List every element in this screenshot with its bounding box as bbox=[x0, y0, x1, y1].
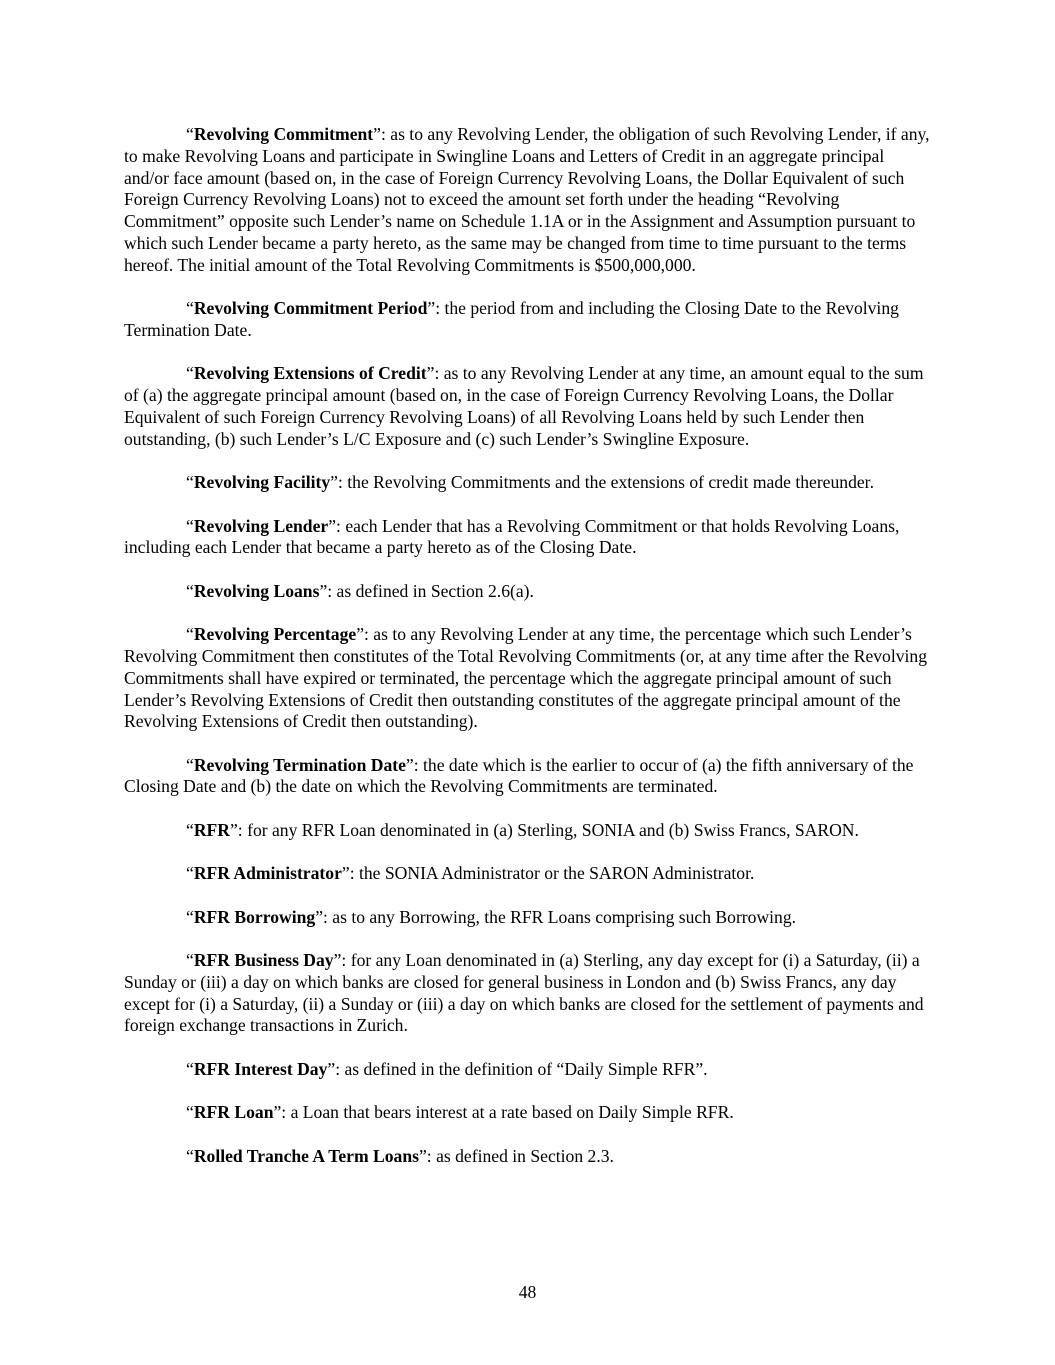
defined-term: RFR Administrator bbox=[193, 863, 342, 884]
definition-text: : as to any Revolving Lender at any time, an amount equal to the sum of (a) the aggregate principal amount (based on, in the case of Foreign Currency Revolving Loans, the Dollar Equivalent of such Foreign Currency Revolving Loans) of all Revolving Loans held by such Lender then outstanding, (b) such Lender’s L/C Exposure and (c) such Lender’s Swingline Exposure. bbox=[124, 363, 924, 449]
quote-open: “ bbox=[186, 906, 194, 927]
definition-text: : as defined in Section 2.3. bbox=[426, 1145, 614, 1166]
definition-text: : as defined in the definition of “Daily Simple RFR”. bbox=[335, 1058, 708, 1079]
definition-text: : for any Loan denominated in (a) Sterling, any day except for (i) a Saturday, (ii) a Sunday or (iii) a day on which banks are closed for general business in London and (b) Swiss Francs, any day except for (i) a Saturday, (ii) a Sunday or (iii) a day on which banks are closed for the settlement of payments and foreign exchange transactions in Zurich. bbox=[124, 950, 924, 1036]
quote-close: ” bbox=[427, 298, 436, 319]
quote-close: ” bbox=[426, 363, 435, 384]
defined-term: RFR Borrowing bbox=[193, 906, 316, 927]
defined-term: RFR bbox=[193, 819, 230, 840]
quote-open: “ bbox=[186, 950, 194, 971]
defined-term: Revolving Commitment bbox=[193, 124, 374, 144]
quote-open: “ bbox=[186, 863, 194, 884]
quote-close: ” bbox=[333, 950, 342, 971]
definition-text: : a Loan that bears interest at a rate based on Daily Simple RFR. bbox=[281, 1102, 734, 1123]
definition-revolving-termination-date bbox=[124, 755, 932, 799]
definition-revolving-commitment bbox=[124, 124, 932, 277]
quote-close: ” bbox=[229, 819, 238, 840]
quote-close: ” bbox=[330, 472, 338, 493]
defined-term: Revolving Facility bbox=[193, 472, 331, 493]
quote-close: ” bbox=[319, 580, 328, 601]
defined-term: Rolled Tranche A Term Loans bbox=[193, 1145, 419, 1166]
definition-text: : the date which is the earlier to occur of (a) the fifth anniversary of the Closing Date and (b) the date on which the Revolving Commitments are terminated. bbox=[124, 754, 914, 797]
definition-rolled-tranche-a-term-loans bbox=[124, 1146, 932, 1168]
definition-rfr-business-day bbox=[124, 950, 932, 1037]
quote-open: “ bbox=[186, 580, 194, 601]
quote-open: “ bbox=[186, 1058, 194, 1079]
quote-open: “ bbox=[186, 819, 194, 840]
defined-term: Revolving Termination Date bbox=[193, 754, 406, 775]
definition-rfr-borrowing bbox=[124, 907, 932, 929]
definition-text: : as to any Revolving Lender, the obligation of such Revolving Lender, if any, to make Revolving Loans and participate in Swingline Loans and Letters of Credit in an aggregate principal and/or face amount (based on, in the case of Foreign Currency Revolving Loans, the Dollar Equivalent of such Foreign Currency Revolving Loans) not to exceed the amount set forth under the heading “Revolving Commitment” opposite such Lender’s name on Schedule 1.1A or in the Assignment and Assumption pursuant to which such Lender became a party hereto, as the same may be changed from time to time pursuant to the terms hereof. The initial amount of the Total Revolving Commitments is $500,000,000. bbox=[124, 124, 930, 275]
definition-text: : the Revolving Commitments and the extensions of credit made thereunder. bbox=[337, 472, 874, 493]
definition-text: : each Lender that has a Revolving Commitment or that holds Revolving Loans, including each Lender that became a party hereto as of the Closing Date. bbox=[124, 515, 900, 558]
quote-open: “ bbox=[186, 624, 194, 645]
defined-term: Revolving Loans bbox=[193, 580, 320, 601]
quote-open: “ bbox=[186, 515, 194, 536]
definition-text: : the period from and including the Closing Date to the Revolving Termination Date. bbox=[124, 298, 899, 340]
definition-text: : as defined in Section 2.6(a). bbox=[327, 580, 534, 601]
defined-term: Revolving Percentage bbox=[193, 624, 357, 645]
quote-open: “ bbox=[186, 754, 194, 775]
definition-text: : as to any Revolving Lender at any time, the percentage which such Lender’s Revolving Commitment then constitutes of the Total Revolving Commitments (or, at any time after the Revolving Commitments shall have expired or terminated, the percentage which the aggregate principal amount of such Lender’s Revolving Extensions of Credit then outstanding constitutes of the aggregate principal amount of the Revolving Extensions of Credit then outstanding). bbox=[124, 624, 928, 732]
definition-revolving-loans bbox=[124, 581, 932, 603]
defined-term: RFR Business Day bbox=[193, 950, 334, 971]
definition-rfr-interest-day bbox=[124, 1059, 932, 1081]
definition-revolving-percentage bbox=[124, 624, 932, 733]
defined-term: Revolving Extensions of Credit bbox=[193, 363, 427, 384]
quote-open: “ bbox=[186, 1102, 194, 1123]
quote-open: “ bbox=[186, 124, 194, 144]
definition-revolving-facility bbox=[124, 472, 932, 494]
quote-close: ” bbox=[418, 1145, 427, 1166]
quote-open: “ bbox=[186, 363, 194, 384]
quote-open: “ bbox=[186, 472, 194, 493]
quote-open: “ bbox=[186, 298, 194, 319]
defined-term: Revolving Lender bbox=[193, 515, 329, 536]
definition-revolving-lender bbox=[124, 516, 932, 560]
quote-close: ” bbox=[405, 754, 414, 775]
definition-rfr-administrator bbox=[124, 863, 932, 885]
definition-rfr-loan bbox=[124, 1102, 932, 1124]
definition-text: : as to any Borrowing, the RFR Loans comprising such Borrowing. bbox=[323, 906, 797, 927]
page-number: 48 bbox=[518, 1282, 537, 1302]
quote-close: ” bbox=[327, 1058, 336, 1079]
definition-rfr bbox=[124, 820, 932, 842]
defined-term: RFR Interest Day bbox=[193, 1058, 328, 1079]
defined-term: Revolving Commitment Period bbox=[193, 298, 428, 319]
definition-revolving-commitment-period bbox=[124, 298, 932, 342]
quote-close: ” bbox=[273, 1102, 282, 1123]
definition-text: : the SONIA Administrator or the SARON Administrator. bbox=[349, 863, 755, 884]
document-page bbox=[124, 124, 932, 1189]
quote-close: ” bbox=[315, 906, 323, 927]
quote-open: “ bbox=[186, 1145, 194, 1166]
definition-revolving-extensions-of-credit bbox=[124, 363, 932, 450]
definition-text: : for any RFR Loan denominated in (a) Sterling, SONIA and (b) Swiss Francs, SARON. bbox=[237, 819, 859, 840]
quote-close: ” bbox=[373, 124, 381, 144]
defined-term: RFR Loan bbox=[193, 1102, 274, 1123]
quote-close: ” bbox=[341, 863, 350, 884]
quote-close: ” bbox=[356, 624, 364, 645]
quote-close: ” bbox=[328, 515, 337, 536]
